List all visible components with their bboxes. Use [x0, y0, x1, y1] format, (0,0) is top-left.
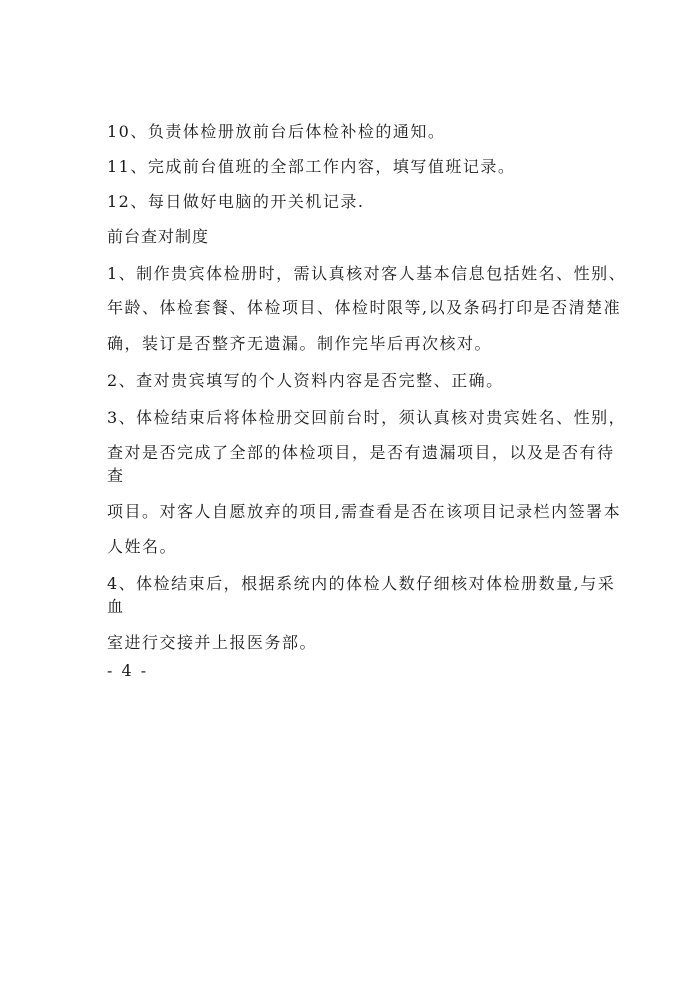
- page-number: - 4 -: [107, 661, 149, 680]
- section-heading: 前台查对制度: [107, 227, 210, 246]
- rule-3-line-1: 3、体检结束后将体检册交回前台时，须认真核对贵宾姓名、性别，: [107, 408, 627, 427]
- rule-1-line-3: 确，装订是否整齐无遗漏。制作完毕后再次核对。: [107, 334, 493, 353]
- item-12-text: 12、每日做好电脑的开关机记录.: [107, 192, 365, 211]
- rule-4-line-3: 室进行交接并上报医务部。: [107, 633, 318, 652]
- rule-2-line-1: 2、查对贵宾填写的个人资料内容是否完整、正确。: [107, 371, 504, 390]
- rule-1-line-1: 1、制作贵宾体检册时，需认真核对客人基本信息包括姓名、性别、: [107, 264, 627, 283]
- rule-3-line-3: 查: [107, 466, 125, 485]
- rule-1-line-2: 年龄、体检套餐、体检项目、体检时限等,以及条码打印是否清楚准: [107, 298, 622, 317]
- item-11-text: 11、完成前台值班的全部工作内容，填写值班记录。: [107, 157, 516, 176]
- rule-3-line-2: 查对是否完成了全部的体检项目，是否有遗漏项目，以及是否有待: [107, 443, 615, 462]
- rule-4-line-2: 血: [107, 597, 125, 616]
- rule-4-line-1: 4、体检结束后，根据系统内的体检人数仔细核对体检册数量,与采: [107, 574, 616, 593]
- item-10-text: 10、负责体检册放前台后体检补检的通知。: [107, 122, 446, 141]
- rule-3-line-4: 项目。对客人自愿放弃的项目,需查看是否在该项目记录栏内签署本: [107, 502, 622, 521]
- rule-3-line-5: 人姓名。: [107, 537, 178, 556]
